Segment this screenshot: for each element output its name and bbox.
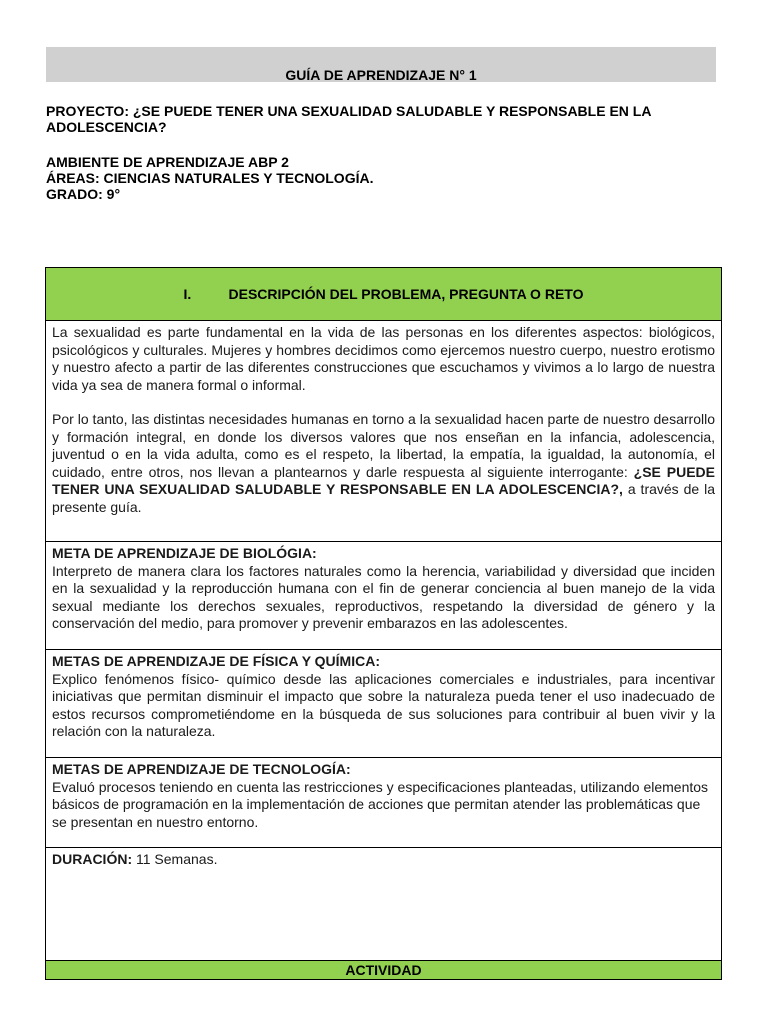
section-title: DESCRIPCIÓN DEL PROBLEMA, PREGUNTA O RETO xyxy=(228,286,584,302)
physics-chemistry-goal xyxy=(46,650,721,758)
guide-table xyxy=(45,267,722,980)
technology-goal xyxy=(46,758,721,848)
physics-chemistry-goal-text: Explico fenómenos físico- químico desde las aplicaciones comerciales e industriales, para incentivar iniciativas que permitan disminuir el impacto que sobre la naturaleza pueda tener el uso inadecuado de estos recursos comprometiéndome en la búsqueda de sus soluciones para contribuir al buen vivir y la relación con la naturaleza. xyxy=(52,670,715,739)
description-paragraph-2-end: a través de la presente guía. xyxy=(52,481,715,515)
project-line-1: PROYECTO: ¿SE PUEDE TENER UNA SEXUALIDAD SALUDABLE Y RESPONSABLE EN LA xyxy=(46,103,652,119)
duration-cell xyxy=(46,848,721,961)
section-header xyxy=(46,268,721,321)
guiding-question: ¿SE PUEDE TENER UNA SEXUALIDAD SALUDABLE Y RESPONSABLE EN LA ADOLESCENCIA?, xyxy=(52,463,715,497)
physics-chemistry-goal-heading: METAS DE APRENDIZAJE DE FÍSICA Y QUÍMICA: xyxy=(52,653,380,669)
technology-goal-heading: METAS DE APRENDIZAJE DE TECNOLOGÍA: xyxy=(52,761,351,777)
project-line-2: ADOLESCENCIA? xyxy=(46,119,167,135)
header-info xyxy=(46,103,716,202)
activity-header: ACTIVIDAD xyxy=(46,961,721,979)
problem-description xyxy=(46,321,721,542)
section-number: I. xyxy=(183,286,192,302)
description-paragraph-1: La sexualidad es parte fundamental en la vida de las personas en los diferentes aspectos: biológicos, psicológicos y culturales. Mujeres y hombres decidimos como ejercemos nuestro cuerpo, nuestro erotismo y nuestro afecto a partir de las diferentes construcciones que escuchamos y vivimos a lo largo de nuestra vida ya sea de manera formal o informal. xyxy=(52,324,715,393)
biology-goal xyxy=(46,542,721,650)
description-paragraph-2 xyxy=(52,411,715,516)
grade: GRADO: 9° xyxy=(46,186,121,202)
description-paragraph-2-start: Por lo tanto, las distintas necesidades humanas en torno a la sexualidad hacen parte de nuestro desarrollo y formación integral, en donde los diversos valores que nos enseñan en la infancia, adolescencia, juventud o en la vida adulta, como es el respeto, la libertad, la empatía, la igualdad, la autonomía, el cuidado, entre otros, nos llevan a plantearnos y darle respuesta al siguiente interrogante: xyxy=(52,411,715,480)
biology-goal-text: Interpreto de manera clara los factores naturales como la herencia, variabilidad y diversidad que inciden en la sexualidad y la reproducción humana con el fin de generar conciencia al buen manejo de la vida sexual mediante los derechos sexuales, reproductivos, respetando la diversidad de género y la conservación del medio, para promover y prevenir embarazos en las adolescentes. xyxy=(52,562,715,631)
learning-environment: AMBIENTE DE APRENDIZAJE ABP 2 xyxy=(46,154,289,170)
duration-value: 11 Semanas. xyxy=(132,851,218,867)
guide-title: GUÍA DE APRENDIZAJE N° 1 xyxy=(46,47,716,82)
technology-goal-text: Evaluó procesos teniendo en cuenta las restricciones y especificaciones planteadas, utilizando elementos básicos de programación en la implementación de acciones que permitan atender las problemáticas que se presentan en nuestro entorno. xyxy=(52,778,709,830)
biology-goal-heading: META DE APRENDIZAJE DE BIOLÓGIA: xyxy=(52,545,317,561)
areas: ÁREAS: CIENCIAS NATURALES Y TECNOLOGÍA. xyxy=(46,170,374,186)
duration-label: DURACIÓN: xyxy=(52,851,133,867)
